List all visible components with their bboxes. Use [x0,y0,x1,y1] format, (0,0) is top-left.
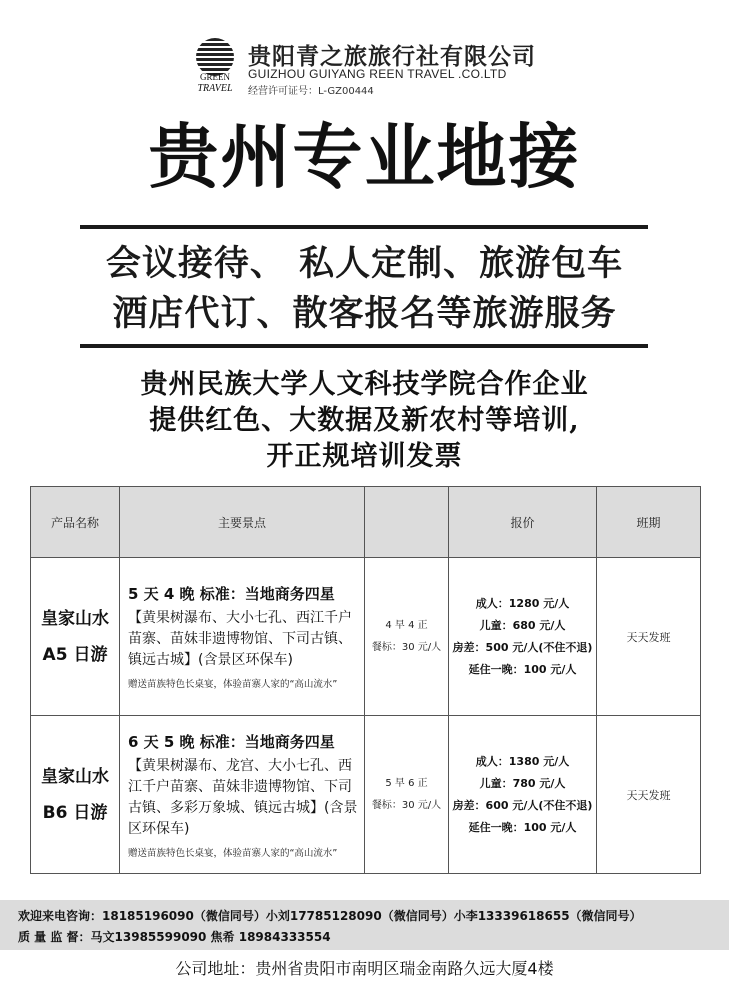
header-meals [365,487,449,558]
header-schedule: 班期 [597,487,701,558]
company-name-en: GUIZHOU GUIYANG REEN TRAVEL .CO.LTD [248,67,507,81]
logo-globe-icon [196,38,234,76]
price-adult: 成人：1380 元/人 [475,754,570,768]
product-name-line2: A5 日游 [42,644,108,665]
schedule-cell: 天天发班 [597,716,701,874]
schedule-cell: 天天发班 [597,558,701,716]
price-extend-night: 延住一晚：100 元/人 [468,820,577,834]
consult-phones: 欢迎来电咨询：18185196090（微信同号）小刘17785128090（微信同号）小李13339618655（微信同号） [18,909,642,923]
itinerary-title: 5 天 4 晚 标准：当地商务四星 [128,585,335,603]
product-name-line2: B6 日游 [42,802,108,823]
product-name-line1: 皇家山水 [41,608,109,629]
meal-standard: 餐标：30 元/人 [371,799,442,811]
table-row [31,716,701,874]
cooperation-line-3: 开正规培训发票 [266,441,463,472]
product-name-cell [31,716,120,874]
price-room-diff: 房差：500 元/人(不住不退) [452,640,593,654]
price-cell [449,716,597,874]
meals-cell [365,716,449,874]
itinerary-title: 6 天 5 晚 标准：当地商务四星 [128,732,335,751]
cooperation-line-2: 提供红色、大数据及新农村等培训, [149,405,580,436]
company-logo [190,36,240,98]
price-cell [449,558,597,716]
company-header [190,36,550,98]
company-address: 公司地址：贵州省贵阳市南明区瑞金南路久远大厦4楼 [175,959,554,978]
logo-text-travel: TRAVEL [197,83,233,94]
services-line-1: 会议接待、 私人定制、旅游包车 [105,244,624,284]
services-line-2: 酒店代订、散客报名等旅游服务 [112,294,617,334]
price-adult: 成人：1280 元/人 [475,596,570,610]
company-name-cn: 贵阳青之旅旅行社有限公司 [248,43,536,70]
product-name-line1: 皇家山水 [41,766,109,787]
divider-bottom [80,344,648,348]
product-name-cell [31,558,120,716]
gift-note: 赠送苗族特色长桌宴，体验苗寨人家的“高山流水” [128,847,338,859]
price-extend-night: 延住一晚：100 元/人 [468,662,577,676]
price-child: 儿童：680 元/人 [479,618,566,632]
header-main-spots: 主要景点 [120,487,365,558]
spots-cell [120,558,365,716]
logo-text-green: GREEN [200,72,230,82]
table-row [31,558,701,716]
divider-top [80,225,648,229]
spots-cell [120,716,365,874]
quality-supervision: 质 量 监 督：马文13985599090 焦希 18984333554 [18,930,331,944]
headline: 贵州专业地接 [148,116,581,198]
price-child: 儿童：780 元/人 [479,776,566,790]
meals-count: 5 早 6 正 [385,777,428,789]
header-price: 报价 [449,487,597,558]
spots-list: 【黄果树瀑布、龙宫、大小七孔、西江千户苗寨、苗妹非遗博物馆、下司古镇、多彩万象城、镇远古城】(含景区环保车) [128,757,358,837]
gift-note: 赠送苗族特色长桌宴，体验苗寨人家的“高山流水” [128,679,338,690]
header-product-name: 产品名称 [31,487,120,558]
price-room-diff: 房差：600 元/人(不住不退) [452,798,593,812]
contact-bar [0,900,729,950]
meal-standard: 餐标：30 元/人 [371,641,442,653]
cooperation-line-1: 贵州民族大学人文科技学院合作企业 [140,369,589,400]
meals-cell [365,558,449,716]
spots-list: 【黄果树瀑布、大小七孔、西江千户苗寨、苗妹非遗博物馆、下司古镇、镇远古城】(含景区环保车) [128,610,352,668]
license-number: 经营许可证号：L-GZ00444 [248,86,374,97]
product-table [30,486,701,874]
table-header-row [31,487,701,558]
meals-count: 4 早 4 正 [385,619,428,631]
